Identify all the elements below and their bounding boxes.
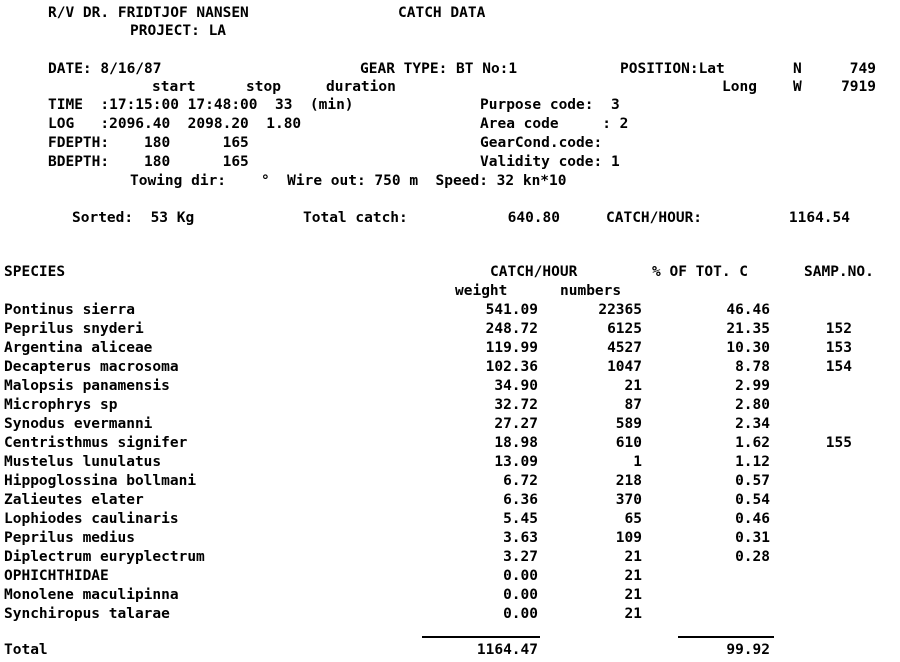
towing-line: Towing dir: ° Wire out: 750 m Speed: 32 kn*10 <box>130 173 567 189</box>
pct-value: 0.28 <box>735 549 770 565</box>
project-label: PROJECT: LA <box>130 23 227 39</box>
species-name: Centristhmus signifer <box>4 435 188 451</box>
numbers-value: 6125 <box>607 321 642 337</box>
numbers-value: 218 <box>615 473 642 489</box>
species-name: Hippoglossina bollmani <box>4 473 197 489</box>
pct-value: 2.80 <box>735 397 770 413</box>
species-name: Synchiropus talarae <box>4 606 170 622</box>
total-catch-label: Total catch: <box>303 210 408 226</box>
species-name: Peprilus medius <box>4 530 135 546</box>
area-code: Area code : 2 <box>480 116 629 132</box>
weight-value: 18.98 <box>494 435 538 451</box>
numbers-value: 21 <box>624 568 642 584</box>
weight-value: 13.09 <box>494 454 538 470</box>
catch-hour-label: CATCH/HOUR: <box>606 210 703 226</box>
pct-value: 0.54 <box>735 492 770 508</box>
weight-value: 3.27 <box>503 549 538 565</box>
weight-value: 34.90 <box>494 378 538 394</box>
station-date: DATE: 8/16/87 <box>48 61 162 77</box>
numbers-value: 4527 <box>607 340 642 356</box>
weight-value: 6.72 <box>503 473 538 489</box>
total-catch-value: 640.80 <box>507 210 560 226</box>
numbers-value: 65 <box>624 511 642 527</box>
weight-value: 5.45 <box>503 511 538 527</box>
weight-value: 0.00 <box>503 587 538 603</box>
weight-value: 102.36 <box>485 359 538 375</box>
species-name: Peprilus snyderi <box>4 321 144 337</box>
pct-value: 2.34 <box>735 416 770 432</box>
numbers-value: 21 <box>624 549 642 565</box>
sample-number: 154 <box>825 359 852 375</box>
numbers-value: 21 <box>624 587 642 603</box>
total-weight-rule <box>422 636 540 638</box>
lat-direction: N <box>793 61 802 77</box>
species-name: Monolene maculipinna <box>4 587 179 603</box>
total-pct-rule <box>678 636 774 638</box>
gear-type: GEAR TYPE: BT No:1 <box>360 61 518 77</box>
sample-number-header: SAMP.NO. <box>804 264 874 280</box>
numbers-value: 1 <box>633 454 642 470</box>
weight-value: 6.36 <box>503 492 538 508</box>
species-name: Synodus evermanni <box>4 416 153 432</box>
weight-value: 27.27 <box>494 416 538 432</box>
pct-value: 0.57 <box>735 473 770 489</box>
numbers-value: 589 <box>615 416 642 432</box>
position-lat-label: POSITION:Lat <box>620 61 725 77</box>
numbers-value: 370 <box>615 492 642 508</box>
pct-value: 1.62 <box>735 435 770 451</box>
weight-header: weight <box>455 283 508 299</box>
pct-value: 21.35 <box>726 321 770 337</box>
catch-hour-header: CATCH/HOUR <box>490 264 578 280</box>
species-name: OPHICHTHIDAE <box>4 568 109 584</box>
numbers-header: numbers <box>560 283 622 299</box>
col-stop-header: stop <box>246 79 281 95</box>
species-name: Microphrys sp <box>4 397 118 413</box>
total-pct: 99.92 <box>726 642 770 658</box>
numbers-value: 21 <box>624 606 642 622</box>
pct-value: 10.30 <box>726 340 770 356</box>
gear-cond-code: GearCond.code: <box>480 135 603 151</box>
time-row: TIME :17:15:00 17:48:00 33 (min) <box>48 97 354 113</box>
pct-value: 46.46 <box>726 302 770 318</box>
species-name: Malopsis panamensis <box>4 378 170 394</box>
purpose-code: Purpose code: 3 <box>480 97 620 113</box>
numbers-value: 87 <box>624 397 642 413</box>
species-name: Lophiodes caulinaris <box>4 511 179 527</box>
lat-value: 749 <box>849 61 876 77</box>
species-name: Argentina aliceae <box>4 340 153 356</box>
weight-value: 0.00 <box>503 568 538 584</box>
sorted-weight: Sorted: 53 Kg <box>72 210 195 226</box>
weight-value: 541.09 <box>485 302 538 318</box>
validity-code: Validity code: 1 <box>480 154 620 170</box>
species-name: Decapterus macrosoma <box>4 359 179 375</box>
sample-number: 152 <box>825 321 852 337</box>
weight-value: 0.00 <box>503 606 538 622</box>
numbers-value: 109 <box>615 530 642 546</box>
total-weight: 1164.47 <box>476 642 538 658</box>
vessel-name: R/V DR. FRIDTJOF NANSEN <box>48 5 249 21</box>
col-start-header: start <box>152 79 196 95</box>
weight-value: 32.72 <box>494 397 538 413</box>
catch-hour-value: 1164.54 <box>788 210 850 226</box>
col-duration-header: duration <box>326 79 396 95</box>
bdepth-row: BDEPTH: 180 165 <box>48 154 249 170</box>
weight-value: 248.72 <box>485 321 538 337</box>
sample-number: 153 <box>825 340 852 356</box>
total-label: Total <box>4 642 48 658</box>
species-name: Mustelus lunulatus <box>4 454 162 470</box>
pct-value: 1.12 <box>735 454 770 470</box>
document-title: CATCH DATA <box>398 5 486 21</box>
pct-value: 8.78 <box>735 359 770 375</box>
species-header: SPECIES <box>4 264 66 280</box>
numbers-value: 22365 <box>598 302 642 318</box>
weight-value: 3.63 <box>503 530 538 546</box>
weight-value: 119.99 <box>485 340 538 356</box>
sample-number: 155 <box>825 435 852 451</box>
numbers-value: 610 <box>615 435 642 451</box>
long-value: 7919 <box>841 79 876 95</box>
numbers-value: 1047 <box>607 359 642 375</box>
pct-value: 2.99 <box>735 378 770 394</box>
fdepth-row: FDEPTH: 180 165 <box>48 135 249 151</box>
long-direction: W <box>793 79 802 95</box>
log-row: LOG :2096.40 2098.20 1.80 <box>48 116 302 132</box>
pct-value: 0.46 <box>735 511 770 527</box>
species-name: Zalieutes elater <box>4 492 144 508</box>
pct-total-header: % OF TOT. C <box>652 264 749 280</box>
species-name: Diplectrum euryplectrum <box>4 549 205 565</box>
position-long-label: Long <box>722 79 757 95</box>
species-name: Pontinus sierra <box>4 302 135 318</box>
pct-value: 0.31 <box>735 530 770 546</box>
numbers-value: 21 <box>624 378 642 394</box>
